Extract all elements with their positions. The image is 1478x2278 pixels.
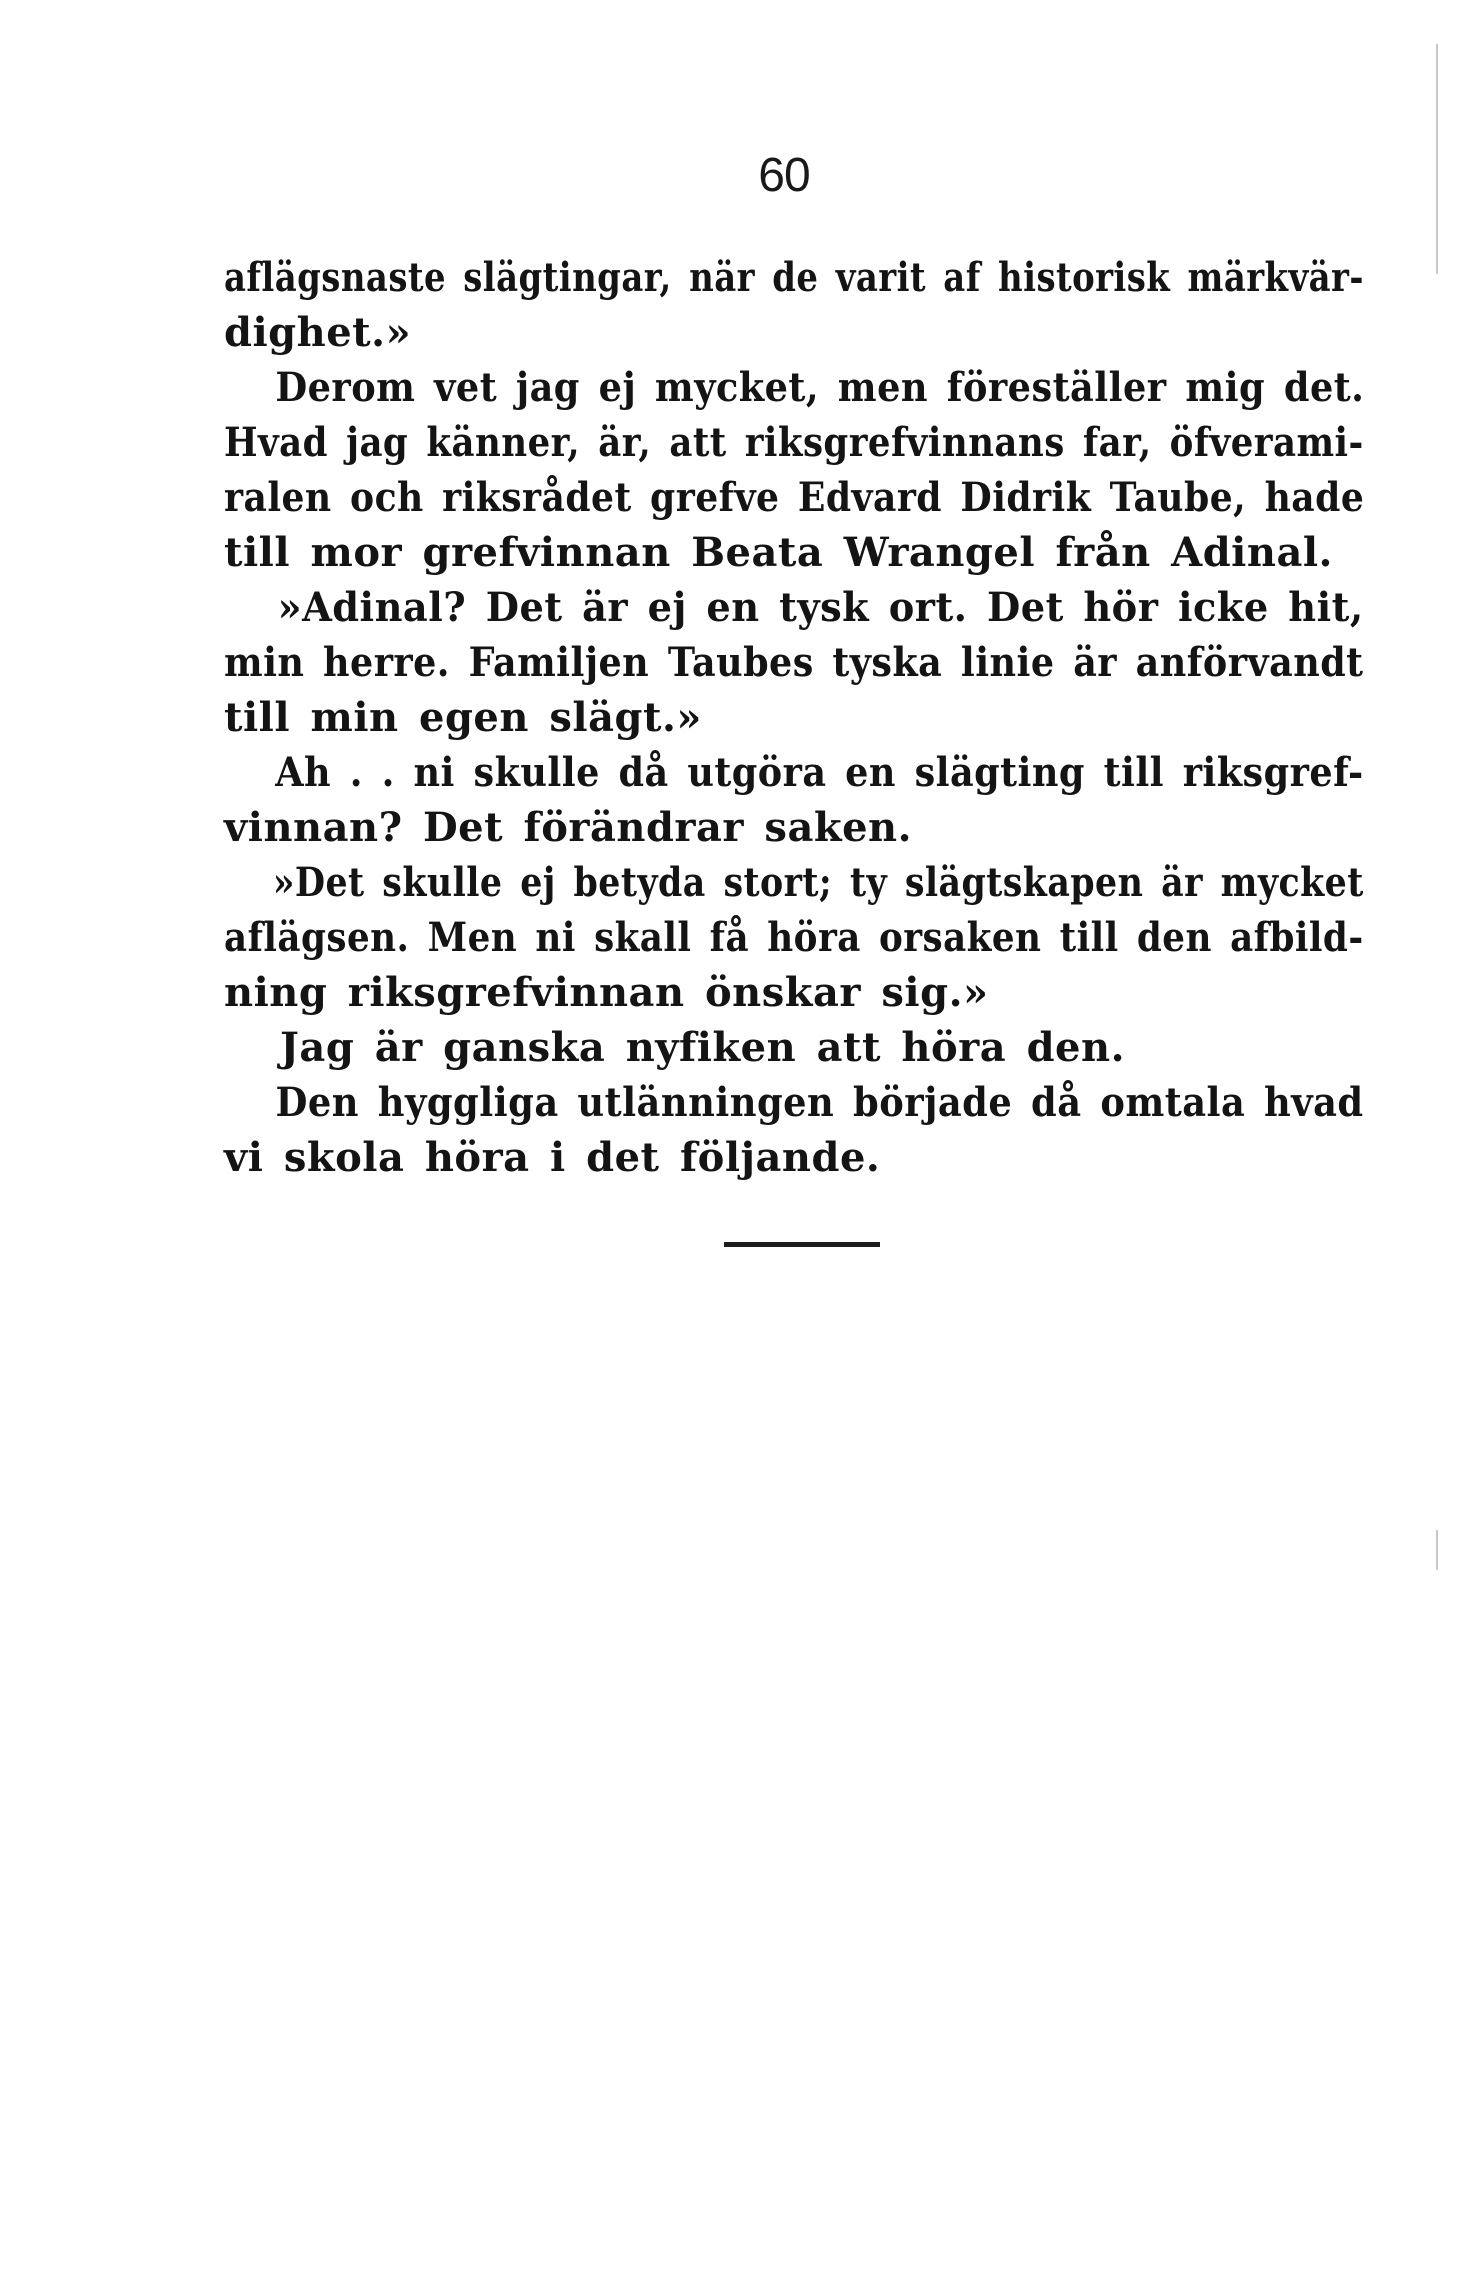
page-number: 60 <box>758 149 810 202</box>
text-line: ralen och riksrådet grefve Edvard Didrik Taube, hade <box>224 474 1365 521</box>
text-line: »Det skulle ej betyda stort; ty slägtskapen är mycket <box>272 859 1364 906</box>
text-line: ning riksgrefvinnan önskar sig.» <box>224 969 989 1016</box>
text-line: »Adinal? Det är ej en tysk ort. Det hör icke hit, <box>277 584 1364 631</box>
text-line: Derom vet jag ej mycket, men föreställer mig det. <box>275 364 1365 411</box>
text-line: Den hyggliga utlänningen började då omtala hvad <box>275 1079 1364 1126</box>
text-line: till min egen slägt.» <box>224 694 702 741</box>
scan-edge-mark <box>1436 1530 1438 1570</box>
scan-edge-mark <box>1436 44 1438 274</box>
text-line: min herre. Familjen Taubes tyska linie är anförvandt <box>224 639 1364 686</box>
text-line: dighet.» <box>224 309 412 356</box>
text-line: vinnan? Det förändrar saken. <box>224 804 913 851</box>
text-line: aflägsnaste slägtingar, när de varit af historisk märkvär- <box>224 254 1364 301</box>
section-divider <box>724 1242 880 1247</box>
text-line: vi skola höra i det följande. <box>224 1134 881 1181</box>
body-text <box>224 250 1364 1185</box>
text-line: Hvad jag känner, är, att riksgrefvinnans far, öfverami- <box>224 419 1364 466</box>
text-line: Jag är ganska nyfiken att höra den. <box>280 1024 1126 1071</box>
text-line: Ah . . ni skulle då utgöra en slägting till riksgref- <box>275 749 1364 796</box>
text-line: aflägsen. Men ni skall få höra orsaken till den afbild- <box>224 914 1364 961</box>
text-line: till mor grefvinnan Beata Wrangel från Adinal. <box>224 529 1333 576</box>
